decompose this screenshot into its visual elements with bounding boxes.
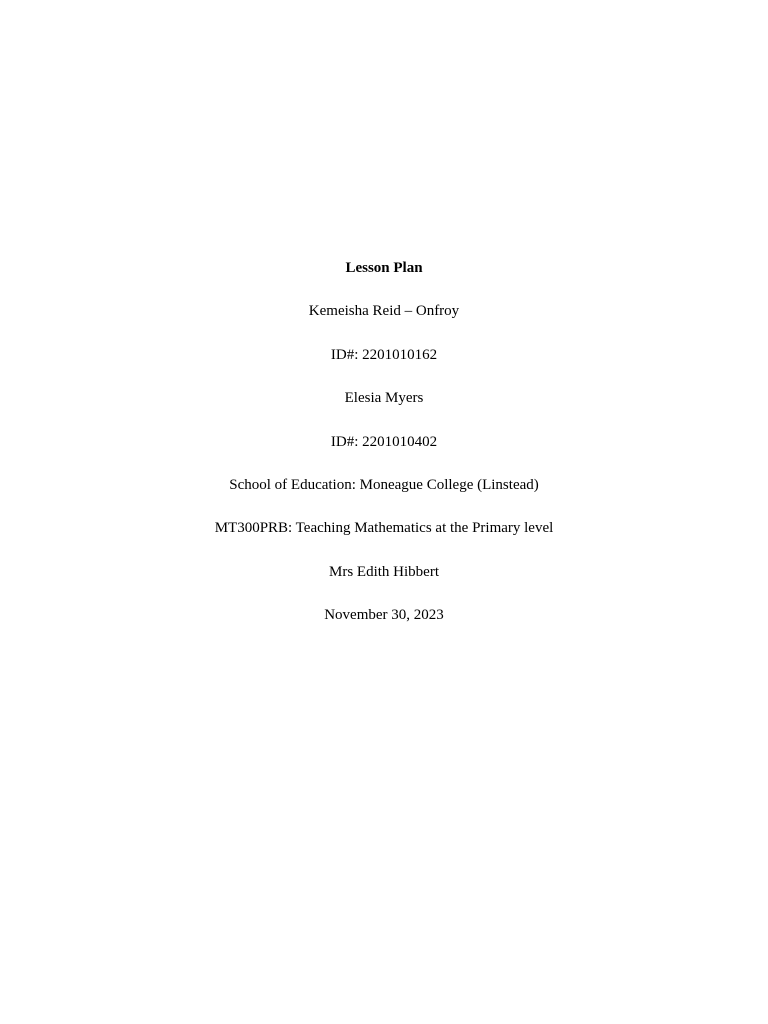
submission-date: November 30, 2023 <box>324 607 444 624</box>
course-title: MT300PRB: Teaching Mathematics at the Primary level <box>214 520 554 537</box>
author-1-name: Kemeisha Reid – Onfroy <box>308 303 460 320</box>
author-2-id: ID#: 2201010402 <box>330 433 438 450</box>
author-2-name: Elesia Myers <box>344 390 424 407</box>
author-1-id: ID#: 2201010162 <box>330 346 438 363</box>
institution: School of Education: Moneague College (Linstead) <box>229 476 539 493</box>
title-page-block <box>0 256 768 647</box>
document-title: Lesson Plan <box>345 260 423 276</box>
instructor-name: Mrs Edith Hibbert <box>329 563 439 580</box>
